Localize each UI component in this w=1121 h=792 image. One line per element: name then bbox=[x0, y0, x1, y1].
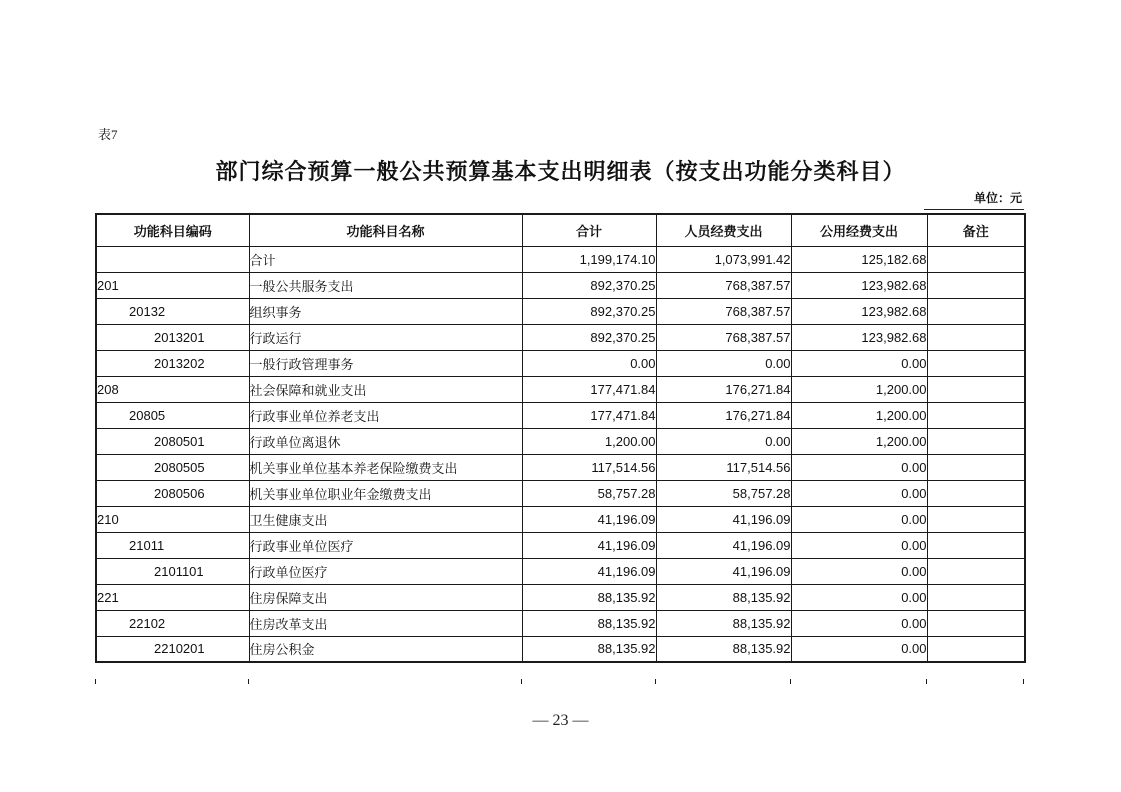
total-cell: 88,135.92 bbox=[522, 636, 656, 662]
public-cell: 0.00 bbox=[791, 506, 927, 532]
code-cell: 208 bbox=[96, 376, 249, 402]
note-cell bbox=[927, 584, 1025, 610]
table-number-label: 表7 bbox=[98, 127, 118, 142]
public-cell: 0.00 bbox=[791, 454, 927, 480]
public-cell: 123,982.68 bbox=[791, 272, 927, 298]
name-cell: 社会保障和就业支出 bbox=[249, 376, 522, 402]
total-cell: 88,135.92 bbox=[522, 584, 656, 610]
code-cell: 2101101 bbox=[96, 558, 249, 584]
public-cell: 0.00 bbox=[791, 558, 927, 584]
table-row bbox=[96, 610, 1025, 636]
continuation-stub bbox=[1023, 679, 1024, 684]
code-cell: 2080501 bbox=[96, 428, 249, 454]
total-cell: 117,514.56 bbox=[522, 454, 656, 480]
table-row bbox=[96, 272, 1025, 298]
name-cell: 行政单位医疗 bbox=[249, 558, 522, 584]
name-cell: 住房改革支出 bbox=[249, 610, 522, 636]
table-row bbox=[96, 350, 1025, 376]
table-row bbox=[96, 532, 1025, 558]
public-cell: 123,982.68 bbox=[791, 324, 927, 350]
code-cell: 221 bbox=[96, 584, 249, 610]
code-cell: 2013201 bbox=[96, 324, 249, 350]
public-cell: 1,200.00 bbox=[791, 376, 927, 402]
public-cell: 0.00 bbox=[791, 350, 927, 376]
total-cell: 41,196.09 bbox=[522, 532, 656, 558]
public-cell: 0.00 bbox=[791, 610, 927, 636]
total-cell: 58,757.28 bbox=[522, 480, 656, 506]
personnel-cell: 176,271.84 bbox=[656, 376, 791, 402]
personnel-cell: 41,196.09 bbox=[656, 532, 791, 558]
total-cell: 41,196.09 bbox=[522, 558, 656, 584]
name-cell: 住房公积金 bbox=[249, 636, 522, 662]
personnel-cell: 41,196.09 bbox=[656, 558, 791, 584]
name-cell: 行政单位离退休 bbox=[249, 428, 522, 454]
total-cell: 177,471.84 bbox=[522, 402, 656, 428]
name-cell: 行政事业单位养老支出 bbox=[249, 402, 522, 428]
name-cell: 住房保障支出 bbox=[249, 584, 522, 610]
note-cell bbox=[927, 636, 1025, 662]
continuation-stub bbox=[655, 679, 656, 684]
personnel-cell: 176,271.84 bbox=[656, 402, 791, 428]
public-cell: 0.00 bbox=[791, 532, 927, 558]
note-cell bbox=[927, 532, 1025, 558]
table-row bbox=[96, 636, 1025, 662]
page-title: 部门综合预算一般公共预算基本支出明细表（按支出功能分类科目） bbox=[215, 159, 906, 184]
table-row bbox=[96, 298, 1025, 324]
code-cell: 21011 bbox=[96, 532, 249, 558]
note-cell bbox=[927, 480, 1025, 506]
note-cell bbox=[927, 324, 1025, 350]
continuation-stub bbox=[248, 679, 249, 684]
public-cell: 0.00 bbox=[791, 636, 927, 662]
table-row bbox=[96, 324, 1025, 350]
note-cell bbox=[927, 376, 1025, 402]
note-cell bbox=[927, 558, 1025, 584]
table-row bbox=[96, 454, 1025, 480]
table-row bbox=[96, 428, 1025, 454]
continuation-stub bbox=[521, 679, 522, 684]
continuation-stub bbox=[95, 679, 96, 684]
note-cell bbox=[927, 506, 1025, 532]
note-cell bbox=[927, 272, 1025, 298]
personnel-cell: 768,387.57 bbox=[656, 324, 791, 350]
table-header bbox=[96, 214, 1025, 246]
code-cell: 20805 bbox=[96, 402, 249, 428]
table-row bbox=[96, 402, 1025, 428]
name-cell: 机关事业单位职业年金缴费支出 bbox=[249, 480, 522, 506]
name-cell: 合计 bbox=[249, 246, 522, 272]
note-cell bbox=[927, 454, 1025, 480]
unit-note: 单位：元 bbox=[924, 191, 1024, 210]
note-cell bbox=[927, 428, 1025, 454]
page-number: — 23 — bbox=[532, 712, 589, 729]
column-header-personnel: 人员经费支出 bbox=[656, 214, 791, 246]
total-cell: 0.00 bbox=[522, 350, 656, 376]
code-cell: 2080505 bbox=[96, 454, 249, 480]
note-cell bbox=[927, 350, 1025, 376]
total-cell: 892,370.25 bbox=[522, 324, 656, 350]
personnel-cell: 88,135.92 bbox=[656, 636, 791, 662]
name-cell: 一般行政管理事务 bbox=[249, 350, 522, 376]
column-header-name: 功能科目名称 bbox=[249, 214, 522, 246]
public-cell: 125,182.68 bbox=[791, 246, 927, 272]
personnel-cell: 1,073,991.42 bbox=[656, 246, 791, 272]
code-cell: 210 bbox=[96, 506, 249, 532]
code-cell: 20132 bbox=[96, 298, 249, 324]
note-cell bbox=[927, 402, 1025, 428]
personnel-cell: 0.00 bbox=[656, 428, 791, 454]
code-cell: 2013202 bbox=[96, 350, 249, 376]
code-cell bbox=[96, 246, 249, 272]
total-cell: 892,370.25 bbox=[522, 272, 656, 298]
total-cell: 88,135.92 bbox=[522, 610, 656, 636]
personnel-cell: 768,387.57 bbox=[656, 298, 791, 324]
table-body bbox=[96, 246, 1025, 662]
code-cell: 2210201 bbox=[96, 636, 249, 662]
column-header-note: 备注 bbox=[927, 214, 1025, 246]
total-cell: 892,370.25 bbox=[522, 298, 656, 324]
table-row bbox=[96, 558, 1025, 584]
public-cell: 123,982.68 bbox=[791, 298, 927, 324]
continuation-stub bbox=[790, 679, 791, 684]
total-cell: 1,200.00 bbox=[522, 428, 656, 454]
personnel-cell: 41,196.09 bbox=[656, 506, 791, 532]
public-cell: 1,200.00 bbox=[791, 402, 927, 428]
personnel-cell: 58,757.28 bbox=[656, 480, 791, 506]
name-cell: 一般公共服务支出 bbox=[249, 272, 522, 298]
column-header-total: 合计 bbox=[522, 214, 656, 246]
personnel-cell: 117,514.56 bbox=[656, 454, 791, 480]
note-cell bbox=[927, 610, 1025, 636]
personnel-cell: 0.00 bbox=[656, 350, 791, 376]
table-continuation-stubs bbox=[95, 679, 1024, 685]
code-cell: 22102 bbox=[96, 610, 249, 636]
code-cell: 2080506 bbox=[96, 480, 249, 506]
personnel-cell: 88,135.92 bbox=[656, 610, 791, 636]
header-row bbox=[96, 214, 1025, 246]
code-cell: 201 bbox=[96, 272, 249, 298]
table-row bbox=[96, 506, 1025, 532]
table-row bbox=[96, 246, 1025, 272]
table-row bbox=[96, 376, 1025, 402]
column-header-public: 公用经费支出 bbox=[791, 214, 927, 246]
budget-table bbox=[95, 213, 1026, 663]
name-cell: 组织事务 bbox=[249, 298, 522, 324]
name-cell: 机关事业单位基本养老保险缴费支出 bbox=[249, 454, 522, 480]
table-row bbox=[96, 584, 1025, 610]
continuation-stub bbox=[926, 679, 927, 684]
total-cell: 1,199,174.10 bbox=[522, 246, 656, 272]
name-cell: 行政事业单位医疗 bbox=[249, 532, 522, 558]
table-row bbox=[96, 480, 1025, 506]
name-cell: 行政运行 bbox=[249, 324, 522, 350]
column-header-code: 功能科目编码 bbox=[96, 214, 249, 246]
total-cell: 41,196.09 bbox=[522, 506, 656, 532]
public-cell: 1,200.00 bbox=[791, 428, 927, 454]
note-cell bbox=[927, 246, 1025, 272]
personnel-cell: 768,387.57 bbox=[656, 272, 791, 298]
personnel-cell: 88,135.92 bbox=[656, 584, 791, 610]
name-cell: 卫生健康支出 bbox=[249, 506, 522, 532]
public-cell: 0.00 bbox=[791, 480, 927, 506]
note-cell bbox=[927, 298, 1025, 324]
total-cell: 177,471.84 bbox=[522, 376, 656, 402]
public-cell: 0.00 bbox=[791, 584, 927, 610]
